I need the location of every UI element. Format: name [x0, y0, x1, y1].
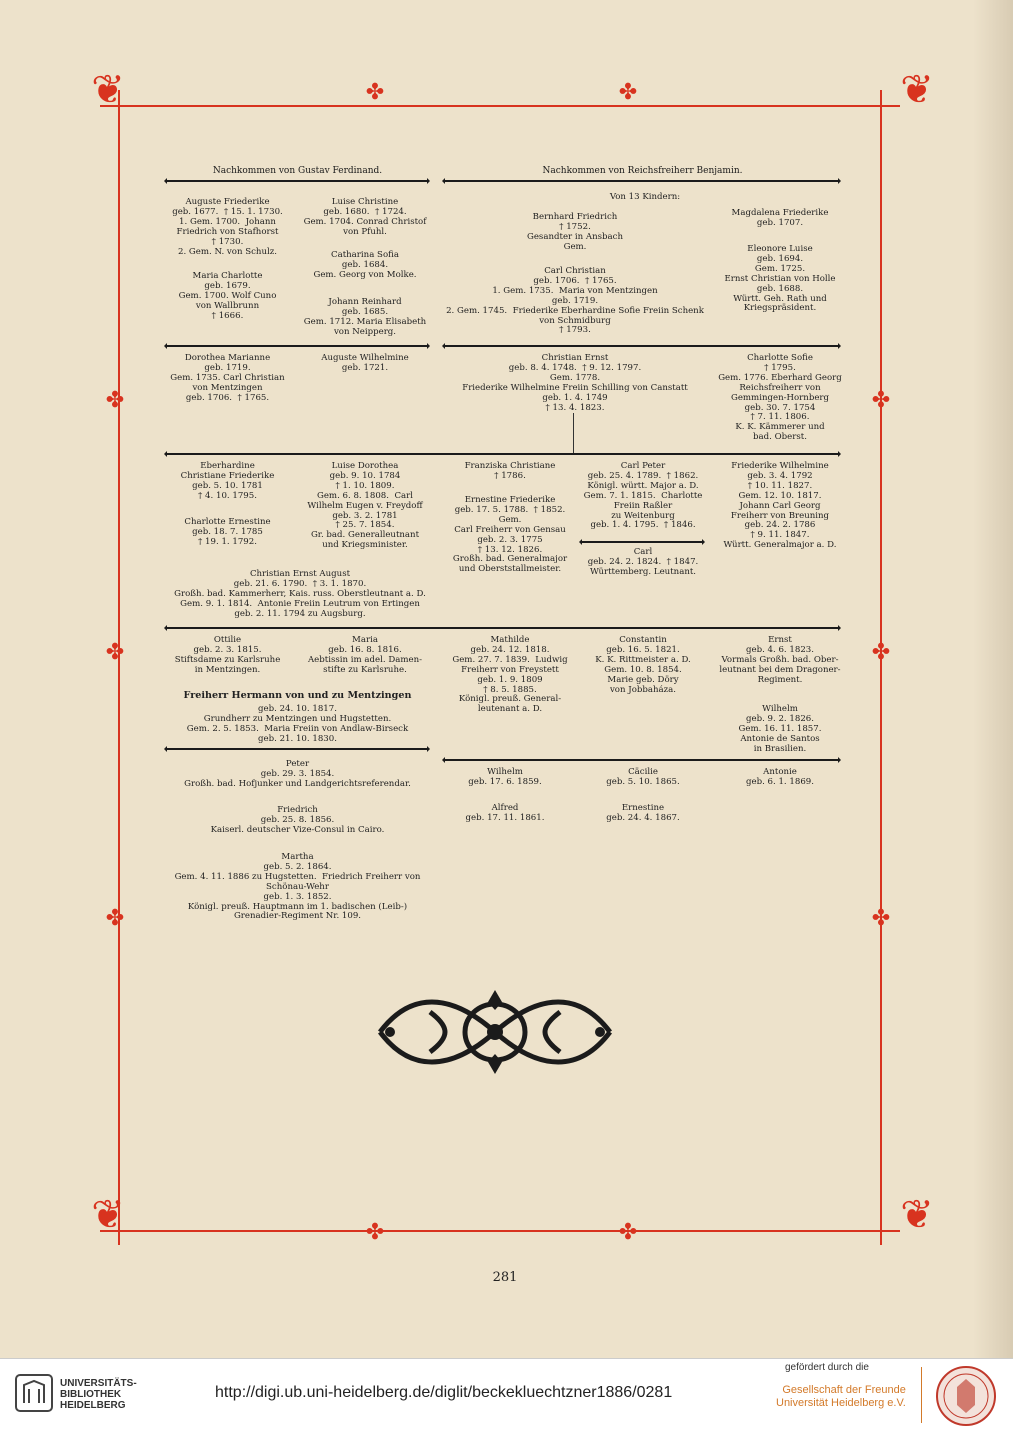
entry-wilhelm-1826: Wilhelm geb. 9. 2. 1826. Gem. 16. 11. 1857. Antonie de Santos in Brasilien.	[738, 704, 822, 754]
rule	[445, 180, 838, 182]
entry-auguste-wilhelmine: Auguste Wilhelmine geb. 1721.	[321, 353, 409, 373]
entry-antonie: Antonie geb. 6. 1. 1869.	[745, 767, 815, 787]
entry-martha: Martha geb. 5. 2. 1864. Gem. 4. 11. 1886 zu Hugstetten. Friedrich Freiherr von Schönau-Wehr geb. 1. 3. 1852. Königl. preuß. Hauptmann im 1. badischen (Leib-) Grenadier-Regiment Nr. 109.	[174, 852, 421, 922]
document-url[interactable]: http://digi.ub.uni-heidelberg.de/diglit/beckekluechtzner1886/0281	[215, 1384, 673, 1401]
entry-friederike-wilhelmine: Friederike Wilhelmine geb. 3. 4. 1792 † 10. 11. 1827. Gem. 12. 10. 1817. Johann Carl Georg Freiherr von Breuning geb. 24. 2. 1786 † 9. 11. 1847. Württ. Generalmajor a. D.	[723, 461, 837, 551]
entry-peter: Peter geb. 29. 3. 1854. Großh. bad. Hofjunker und Landgerichtsreferendar.	[184, 759, 411, 789]
entry-franziska-christiane: Franziska Christiane † 1786.	[464, 461, 556, 481]
corner-ornament-icon: ❦	[91, 1192, 125, 1238]
entry-bernhard-friedrich: Bernhard Friedrich † 1752. Gesandter in Ansbach Gem.	[526, 212, 624, 252]
entry-christian-ernst: Christian Ernst geb. 8. 4. 1748. † 9. 12. 1797. Gem. 1778. Friederike Wilhelmine Freiin Schilling von Canstatt geb. 1. 4. 1749 † 13. 4. 1823.	[462, 353, 688, 413]
entry-ernestine-friederike: Ernestine Friederike geb. 17. 5. 1788. † 1852. Gem. Carl Freiherr von Gensau geb. 2. 3. 1775 † 13. 12. 1826. Großh. bad. Generalmajor und Oberststallmeister.	[452, 495, 568, 575]
entry-ernestine-1867: Ernestine geb. 24. 4. 1867.	[606, 803, 680, 823]
trefoil-ornament-icon: ✤	[105, 906, 125, 931]
header-right: Nachkommen von Reichsfreiherr Benjamin.	[542, 166, 743, 176]
rule	[445, 345, 838, 347]
trefoil-ornament-icon: ✤	[105, 640, 125, 665]
trefoil-ornament-icon: ✤	[105, 388, 125, 413]
frame-top	[100, 105, 900, 107]
entry-christian-ernst-august: Christian Ernst August geb. 21. 6. 1790. † 3. 1. 1870. Großh. bad. Kammerherr, Kais. russ. Oberstleutnant a. D. Gem. 9. 1. 1814. Antonie Freiin Leutrum von Ertingen geb. 2. 11. 1794 zu Augsburg.	[174, 569, 426, 619]
rule	[167, 345, 427, 347]
entry-carl-peter: Carl Peter geb. 25. 4. 1789. † 1862. Königl. württ. Major a. D. Gem. 7. 1. 1815. Charlotte Freiin Raßler zu Weitenburg geb. 1. 4. 1795. † 1846.	[583, 461, 703, 531]
entry-johann-reinhard: Johann Reinhard geb. 1685. Gem. 1712. Maria Elisabeth von Neipperg.	[303, 297, 427, 337]
corner-ornament-icon: ❦	[91, 67, 125, 113]
trefoil-ornament-icon: ✤	[871, 388, 891, 413]
library-logo-icon	[14, 1373, 54, 1413]
entry-carl: Carl geb. 24. 2. 1824. † 1847. Württemberg. Leutnant.	[587, 547, 699, 577]
page-number: 281	[492, 1270, 518, 1285]
trefoil-ornament-icon: ✤	[365, 80, 385, 105]
entry-constantin: Constantin geb. 16. 5. 1821. K. K. Rittmeister a. D. Gem. 10. 8. 1854. Marie geb. Döry von Jobbaháza.	[595, 635, 691, 695]
entry-mathilde: Mathilde geb. 24. 12. 1818. Gem. 27. 7. 1839. Ludwig Freiherr von Freystett geb. 1. 9. 1809 † 8. 5. 1885. Königl. preuß. General- leutenant a. D.	[452, 635, 568, 715]
entry-auguste-friederike: Auguste Friederike geb. 1677. † 15. 1. 1730. 1. Gem. 1700. Johann Friedrich von Stafhorst † 1730. 2. Gem. N. von Schulz.	[172, 197, 283, 257]
header-left: Nachkommen von Gustav Ferdinand.	[212, 166, 383, 176]
rule	[167, 180, 427, 182]
connector-line	[573, 413, 574, 453]
entry-hermann-title: Freiherr Hermann von und zu Mentzingen	[183, 690, 412, 701]
rule	[167, 627, 838, 629]
entry-ottilie: Ottilie geb. 2. 3. 1815. Stiftsdame zu Karlsruhe in Mentzingen.	[174, 635, 281, 675]
corner-ornament-icon: ❦	[900, 1192, 934, 1238]
corner-ornament-icon: ❦	[900, 67, 934, 113]
frame-right	[880, 90, 882, 1245]
entry-wilhelm-1859: Wilhelm geb. 17. 6. 1859.	[468, 767, 542, 787]
trefoil-ornament-icon: ✤	[618, 1220, 638, 1245]
trefoil-ornament-icon: ✤	[365, 1220, 385, 1245]
rule	[167, 453, 838, 455]
footer-bar	[0, 1358, 1013, 1430]
entry-eleonore-luise: Eleonore Luise geb. 1694. Gem. 1725. Ernst Christian von Holle geb. 1688. Württ. Geh. Rath und Kriegspräsident.	[724, 244, 836, 314]
rule	[582, 541, 702, 543]
entry-alfred: Alfred geb. 17. 11. 1861.	[465, 803, 545, 823]
entry-ernst: Ernst geb. 4. 6. 1823. Vormals Großh. bad. Ober- leutnant bei dem Dragoner- Regiment.	[719, 635, 841, 685]
entry-friedrich: Friedrich geb. 25. 8. 1856. Kaiserl. deutscher Vize-Consul in Cairo.	[210, 805, 385, 835]
entry-eberhardine: Eberhardine Christiane Friederike geb. 5. 10. 1781 † 4. 10. 1795.	[180, 461, 275, 501]
entry-charlotte-ernestine: Charlotte Ernestine geb. 18. 7. 1785 † 19. 1. 1792.	[184, 517, 271, 547]
trefoil-ornament-icon: ✤	[871, 906, 891, 931]
entry-maria: Maria geb. 16. 8. 1816. Aebtissin im adel. Damen- stifte zu Karlsruhe.	[307, 635, 423, 675]
frame-left	[118, 90, 120, 1245]
entry-maria-charlotte: Maria Charlotte geb. 1679. Gem. 1700. Wolf Cuno von Wallbrunn † 1666.	[178, 271, 277, 321]
rule	[445, 759, 838, 761]
entry-dorothea-marianne: Dorothea Marianne geb. 1719. Gem. 1735. Carl Christian von Mentzingen geb. 1706. † 1765.	[170, 353, 285, 403]
entry-charlotte-sofie: Charlotte Sofie † 1795. Gem. 1776. Eberhard Georg Reichsfreiherr von Gemmingen-Hornberg geb. 30. 7. 1754 † 7. 11. 1806. K. K. Kämmerer und bad. Oberst.	[718, 353, 842, 443]
entry-luise-dorothea: Luise Dorothea geb. 9. 10. 1784 † 1. 10. 1809. Gem. 6. 8. 1808. Carl Wilhelm Eugen v. Freydoff geb. 3. 2. 1781 † 25. 7. 1854. Gr. bad. Generalleutnant und Kriegsminister.	[307, 461, 423, 551]
library-name: UNIVERSITÄTS- BIBLIOTHEK HEIDELBERG	[60, 1378, 137, 1411]
entry-magdalena-friederike: Magdalena Friederike geb. 1707.	[731, 208, 829, 228]
trefoil-ornament-icon: ✤	[871, 640, 891, 665]
knot-ornament-icon	[370, 982, 620, 1082]
rule	[167, 748, 427, 750]
entry-children-count: Von 13 Kindern:	[609, 192, 681, 202]
entry-caecilie: Cäcilie geb. 5. 10. 1865.	[606, 767, 680, 787]
footer-divider	[921, 1367, 922, 1423]
trefoil-ornament-icon: ✤	[618, 80, 638, 105]
entry-carl-christian: Carl Christian geb. 1706. † 1765. 1. Gem. 1735. Maria von Mentzingen geb. 1719. 2. Gem. 1745. Friederike Eberhardine Sofie Freiin Schenk von Schmidburg † 1793.	[446, 266, 704, 336]
society-name: Gesellschaft der Freunde Universität Heidelberg e.V.	[776, 1384, 906, 1409]
university-seal-icon	[935, 1365, 997, 1427]
entry-hermann-details: geb. 24. 10. 1817. Grundherr zu Mentzingen und Hugstetten. Gem. 2. 5. 1853. Maria Freiin von Andlaw-Birseck geb. 21. 10. 1830.	[186, 704, 409, 744]
entry-catharina-sofia: Catharina Sofia geb. 1684. Gem. Georg von Molke.	[313, 250, 417, 280]
funded-by-label: gefördert durch die	[785, 1362, 869, 1373]
frame-bottom	[100, 1230, 900, 1232]
entry-luise-christine: Luise Christine geb. 1680. † 1724. Gem. 1704. Conrad Christof von Pfuhl.	[303, 197, 427, 237]
